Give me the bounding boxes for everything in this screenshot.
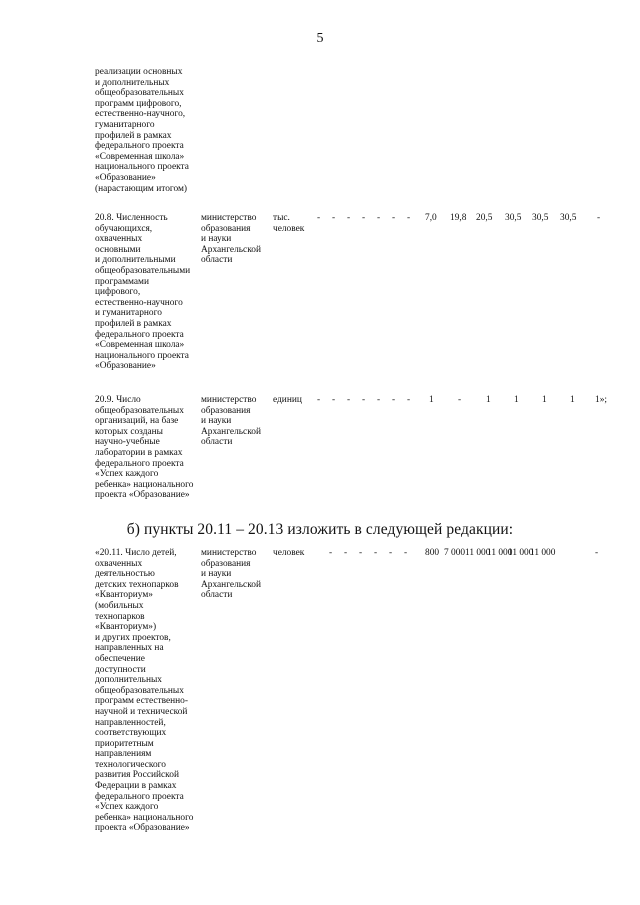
row-responsible: министерство образования и науки Архангельской области bbox=[201, 213, 261, 266]
value-cell: 1 bbox=[514, 395, 519, 405]
row-responsible: министерство образования и науки Архангельской области bbox=[201, 395, 261, 448]
value-cell: 800 bbox=[425, 548, 440, 558]
row-description: реализации основных и дополнительных общеобразовательных программ цифрового, естественно-научного, гуманитарного профилей в рамках федерального проекта «Современная школа» национального проекта «Образование» (нарастающим итогом) bbox=[95, 67, 189, 194]
row-unit: тыс. человек bbox=[273, 213, 305, 234]
value-cell: - bbox=[458, 395, 462, 405]
value-cell: 1 bbox=[570, 395, 575, 405]
value-cell: 1»; bbox=[595, 395, 607, 405]
value-cell: - bbox=[317, 213, 321, 223]
page-number: 5 bbox=[316, 31, 324, 46]
value-cell: - bbox=[362, 395, 366, 405]
row-description: 20.9. Число общеобразовательных организаций, на базе которых созданы научно-учебные лаборатории в рамках федерального проекта «Успех каждого ребенка» национального проекта «Образование» bbox=[95, 395, 194, 501]
row-unit: единиц bbox=[273, 395, 302, 405]
value-cell: 20,5 bbox=[476, 213, 493, 223]
value-cell: - bbox=[374, 548, 378, 558]
section-heading: б) пункты 20.11 – 20.13 изложить в следующей редакции: bbox=[126, 521, 514, 538]
value-cell: 30,5 bbox=[560, 213, 577, 223]
value-cell: - bbox=[407, 213, 411, 223]
value-cell: 11 000 bbox=[508, 548, 534, 558]
value-cell: - bbox=[595, 548, 599, 558]
row-description: «20.11. Число детей, охваченных деятельностью детских технопарков «Кванториум» (мобильных технопарков «Кванториум») и других проектов, направленных на обеспечение доступности дополнительных общеобразовательных программ естественно- научной и технической направленностей, соответствующих приоритетным направлениям технологического развития Российской Федерации в рамках федерального проекта «Успех каждого ребенка» национального проекта «Образование» bbox=[95, 548, 194, 834]
value-cell: - bbox=[317, 395, 321, 405]
value-cell: 19,8 bbox=[450, 213, 467, 223]
value-cell: - bbox=[597, 213, 601, 223]
value-cell: - bbox=[347, 395, 351, 405]
row-responsible: министерство образования и науки Архангельской области bbox=[201, 548, 261, 601]
value-cell: 30,5 bbox=[532, 213, 549, 223]
value-cell: - bbox=[377, 395, 381, 405]
value-cell: - bbox=[359, 548, 363, 558]
value-cell: - bbox=[362, 213, 366, 223]
value-cell: - bbox=[392, 395, 396, 405]
value-cell: - bbox=[404, 548, 408, 558]
value-cell: - bbox=[392, 213, 396, 223]
value-cell: - bbox=[377, 213, 381, 223]
value-cell: 1 bbox=[486, 395, 491, 405]
value-cell: 11 000 bbox=[487, 548, 513, 558]
value-cell: - bbox=[344, 548, 348, 558]
value-cell: 7 000 bbox=[444, 548, 466, 558]
value-cell: 30,5 bbox=[505, 213, 522, 223]
value-cell: - bbox=[332, 395, 336, 405]
value-cell: 1 bbox=[542, 395, 547, 405]
value-cell: 11 000 bbox=[530, 548, 556, 558]
value-cell: - bbox=[347, 213, 351, 223]
value-cell: - bbox=[329, 548, 333, 558]
value-cell: 1 bbox=[429, 395, 434, 405]
value-cell: - bbox=[407, 395, 411, 405]
row-unit: человек bbox=[273, 548, 305, 558]
value-cell: 11 000 bbox=[465, 548, 491, 558]
value-cell: - bbox=[332, 213, 336, 223]
row-description: 20.8. Численность обучающихся, охваченных основными и дополнительными общеобразовательными программами цифрового, естественно-научного и гуманитарного профилей в рамках федерального проекта «Современная школа» национального проекта «Образование» bbox=[95, 213, 191, 372]
value-cell: - bbox=[389, 548, 393, 558]
value-cell: 7,0 bbox=[425, 213, 437, 223]
